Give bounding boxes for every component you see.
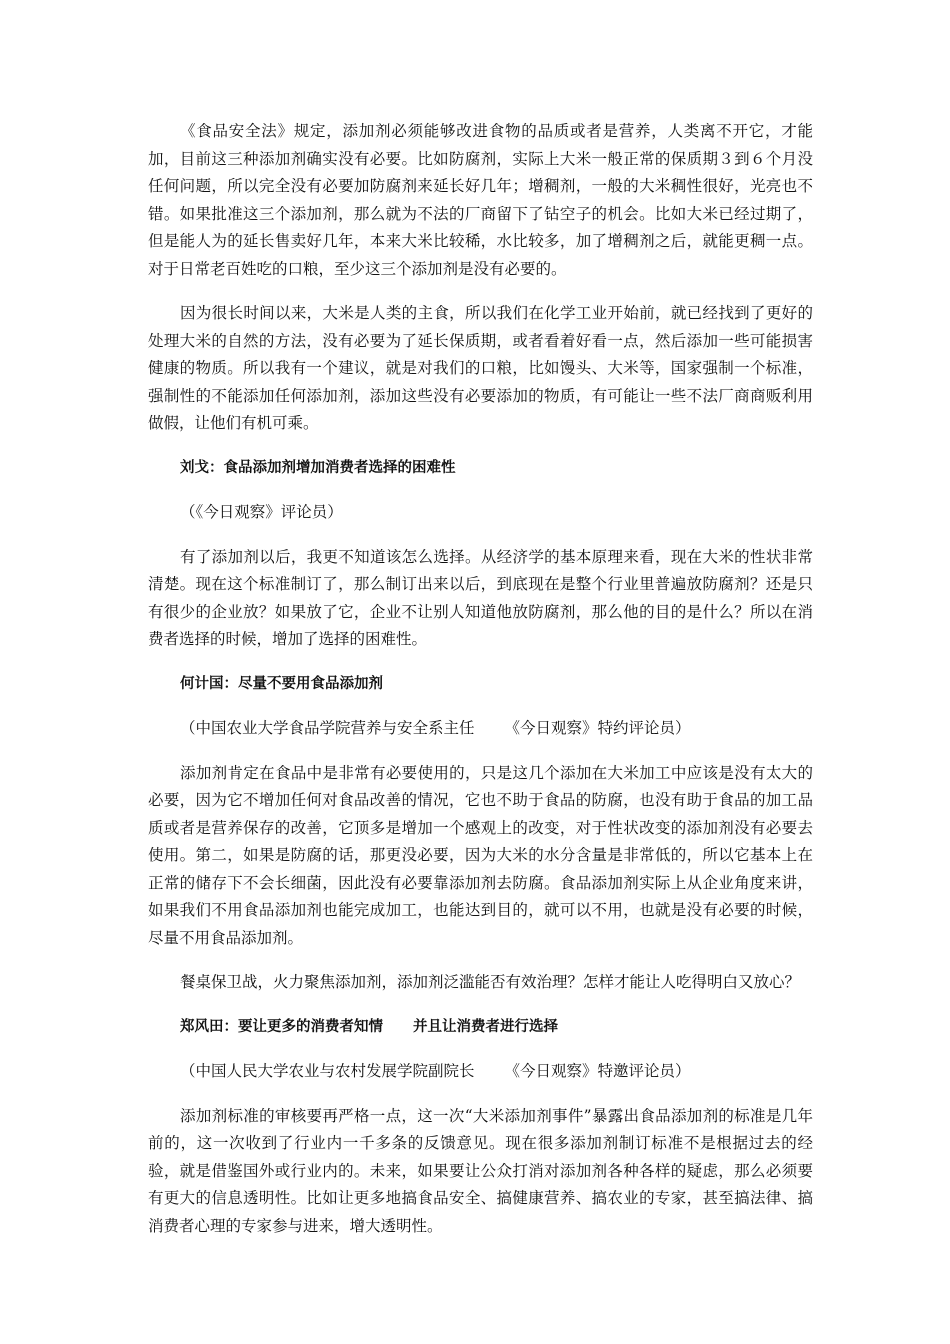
paragraph-liu-ge: 有了添加剂以后，我更不知道该怎么选择。从经济学的基本原理来看，现在大米的性状非常清楚。现在这个标准制订了，那么制订出来以后，到底现在是整个行业里普遍放防腐剂？还是只有很少的企业放？如果放了它，企业不让别人知道他放防腐剂，那么他的目的是什么？所以在消费者选择的时候，增加了选择的困难性。: [148, 547, 813, 648]
heading-zheng-fengtian-part1: 郑风田：要让更多的消费者知情: [180, 1018, 383, 1035]
credit-he-jiguo: [148, 715, 813, 743]
paragraph-food-safety-law: 《食品安全法》规定，添加剂必须能够改进食物的品质或者是营养，人类离不开它，才能加，目前这三种添加剂确实没有必要。比如防腐剂，实际上大米一般正常的保质期３到６个月没任何问题，所以完全没有必要加防腐剂来延长好几年；增稠剂，一般的大米稠性很好，光亮也不错。如果批准这三个添加剂，那么就为不法的厂商留下了钻空子的机会。比如大米已经过期了，但是能人为的延长售卖好几年，本来大米比较稀，水比较多，加了增稠剂之后，就能更稠一点。对于日常老百姓吃的口粮，至少这三个添加剂是没有必要的。: [148, 122, 813, 278]
credit-zheng-fengtian-role: 《今日观察》特邀评论员）: [504, 1062, 691, 1080]
document-body: [148, 118, 813, 1257]
credit-zheng-fengtian: [148, 1058, 813, 1086]
credit-he-jiguo-affiliation: （中国农业大学食品学院营养与安全系主任: [180, 719, 475, 737]
heading-he-jiguo: 何计国：尽量不要用食品添加剂: [180, 675, 383, 692]
credit-zheng-fengtian-affiliation: （中国人民大学农业与农村发展学院副院长: [180, 1062, 475, 1080]
heading-zheng-fengtian-part2: 并且让消费者进行选择: [413, 1018, 558, 1035]
paragraph-table-defense: 餐桌保卫战，火力聚焦添加剂，添加剂泛滥能否有效治理？怎样才能让人吃得明白又放心？: [180, 973, 801, 991]
paragraph-zheng-fengtian: 添加剂标准的审核要再严格一点，这一次“大米添加剂事件”暴露出食品添加剂的标准是几年前的，这一次收到了行业内一千多条的反馈意见。现在很多添加剂制订标准不是根据过去的经验，就是借鉴国外或行业内的。未来，如果要让公众打消对添加剂各种各样的疑虑，那么必须要有更大的信息透明性。比如让更多地搞食品安全、搞健康营养、搞农业的专家，甚至搞法律、搞消费者心理的专家参与进来，增大透明性。: [148, 1106, 813, 1235]
heading-liu-ge: 刘戈：食品添加剂增加消费者选择的困难性: [180, 459, 456, 476]
heading-zheng-fengtian: [148, 1014, 813, 1042]
paragraph-rice-staple: 因为很长时间以来，大米是人类的主食，所以我们在化学工业开始前，就已经找到了更好的处理大米的自然的方法，没有必要为了延长保质期，或者看着好看一点，然后添加一些可能损害健康的物质。所以我有一个建议，就是对我们的口粮，比如馒头、大米等，国家强制一个标准，强制性的不能添加任何添加剂，添加这些没有必要添加的物质，有可能让一些不法厂商商贩利用做假，让他们有机可乘。: [148, 304, 813, 432]
credit-he-jiguo-role: 《今日观察》特约评论员）: [504, 719, 691, 737]
credit-liu-ge: （《今日观察》评论员）: [180, 503, 343, 521]
paragraph-he-jiguo: 添加剂肯定在食品中是非常有必要使用的，只是这几个添加在大米加工中应该是没有太大的必要，因为它不增加任何对食品改善的情况，它也不助于食品的防腐，也没有助于食品的加工品质或者是营养保存的改善，它顶多是增加一个感观上的改变，对于性状改变的添加剂没有必要去使用。第二，如果是防腐的话，那更没必要，因为大米的水分含量是非常低的，所以它基本上在正常的储存下不会长细菌，因此没有必要靠添加剂去防腐。食品添加剂实际上从企业角度来讲，如果我们不用食品添加剂也能完成加工，也能达到目的，就可以不用，也就是没有必要的时候，尽量不用食品添加剂。: [148, 763, 813, 947]
